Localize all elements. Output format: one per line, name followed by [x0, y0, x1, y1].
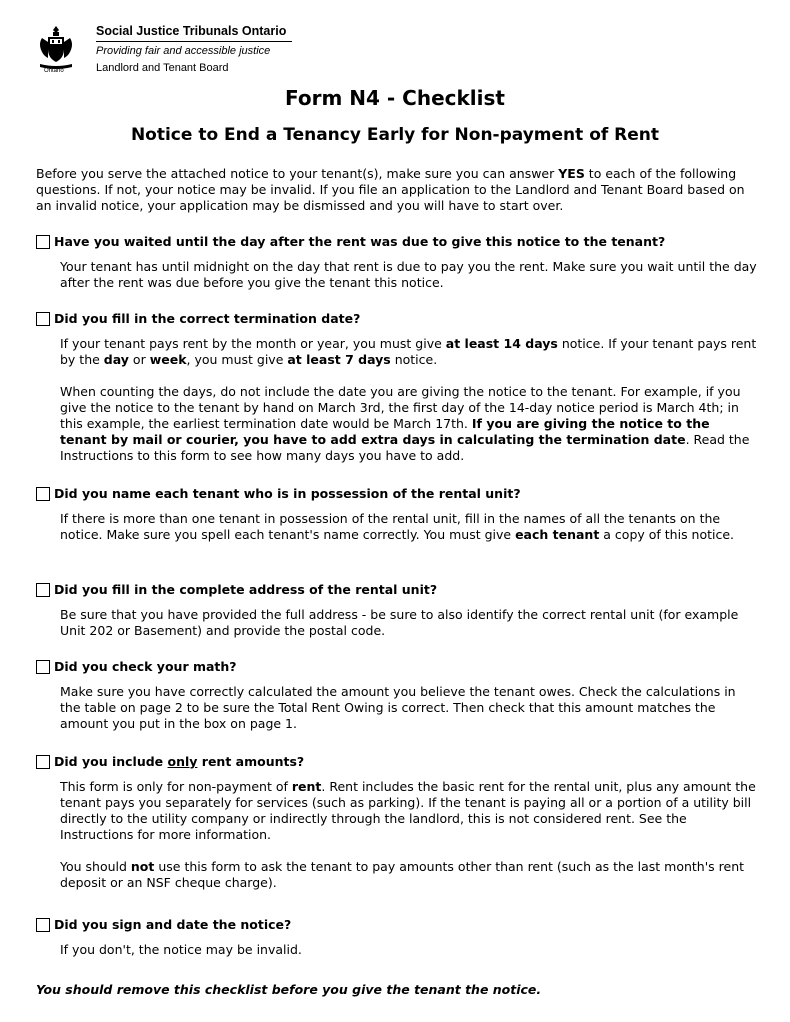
question-6: [36, 754, 760, 891]
crest-caption: Ontario: [44, 68, 64, 74]
question-text: Did you fill in the correct termination date?: [54, 311, 361, 326]
body-text: [60, 511, 758, 543]
underlined-text: only: [167, 754, 198, 769]
text: . Read the Instructions to this form to see how many days you have to add.: [60, 432, 750, 463]
question-7: [36, 917, 760, 958]
body-paragraph-2: [60, 384, 758, 464]
checkbox[interactable]: [36, 918, 50, 932]
footer-note: You should remove this checklist before you give the tenant the notice.: [36, 982, 542, 997]
question-text: [54, 754, 304, 770]
question-body: [60, 336, 758, 464]
text: rent amounts?: [197, 754, 305, 769]
question-heading: [36, 582, 760, 598]
question-3: [36, 486, 760, 543]
question-heading: [36, 659, 760, 675]
board-name: Landlord and Tenant Board: [96, 62, 229, 74]
text: You should: [60, 859, 131, 874]
question-heading: [36, 917, 760, 933]
body-text: If you don't, the notice may be invalid.: [60, 942, 302, 957]
body-text: Make sure you have correctly calculated the amount you believe the tenant owes. Check the calculations in the table on page 2 to be sure the Total Rent Owing is correct. Then check that this amount matches the amount you put in the box on page 1.: [60, 684, 736, 731]
page-subtitle: Notice to End a Tenancy Early for Non-payment of Rent: [130, 125, 660, 145]
text: a copy of this notice.: [599, 527, 735, 542]
page-header: [34, 24, 294, 80]
question-body: [60, 511, 758, 543]
organization-name: Social Justice Tribunals Ontario: [96, 24, 292, 42]
question-heading: [36, 234, 760, 250]
question-heading: [36, 311, 760, 327]
text: When counting the days, do not include the date you are giving the notice to the tenant. For example, if you give the notice to the tenant by hand on March 3rd, the first day of the 14-day notice period is March 4th; in this example, the earliest termination date would be March 17th.: [60, 384, 741, 431]
organization-block: [96, 24, 292, 76]
question-2: [36, 311, 760, 464]
question-heading: [36, 754, 760, 770]
checkbox[interactable]: [36, 583, 50, 597]
intro-text: Before you serve the attached notice to your tenant(s), make sure you can answer: [36, 166, 559, 181]
checkbox[interactable]: [36, 312, 50, 326]
question-body: [60, 684, 758, 732]
emphasis: rent: [291, 779, 322, 794]
question-1: [36, 234, 760, 291]
question-text: Did you sign and date the notice?: [54, 917, 292, 932]
emphasis: If you are giving the notice to the tenant by mail or courier, you have to add extra days in calculating the termination date: [60, 416, 710, 447]
text: If your tenant pays rent by the month or year, you must give: [60, 336, 446, 351]
text: . Rent includes the basic rent for the rental unit, plus any amount the tenant pays you separately for services (such as parking). If the tenant is paying all or a portion of a utility bill directly to the utility company or indirectly through the landlord, this is not considered rent. See the Instructions for more information.: [60, 779, 756, 842]
body-text: Your tenant has until midnight on the day that rent is due to pay you the rent. Make sure you wait until the day after the rent was due before you give the tenant this notice.: [60, 259, 757, 290]
text: or: [128, 352, 150, 367]
question-text: Did you check your math?: [54, 659, 237, 674]
page-title: Form N4 - Checklist: [285, 86, 505, 110]
body-paragraph-2: [60, 859, 758, 891]
checkbox[interactable]: [36, 235, 50, 249]
intro-text-cont: to each of the following questions. If not, your notice may be invalid. If you file an application to the Landlord and Tenant Board based on an invalid notice, your application may be dismissed and you will have to start over.: [36, 166, 745, 213]
body-paragraph-1: [60, 336, 758, 368]
question-heading: [36, 486, 760, 502]
question-text: Did you name each tenant who is in possession of the rental unit?: [54, 486, 521, 501]
emphasis: at least 7 days: [287, 352, 391, 367]
question-body: [60, 942, 758, 958]
intro-paragraph: [36, 166, 754, 214]
emphasis: at least 14 days: [445, 336, 558, 351]
emphasis: not: [130, 859, 155, 874]
question-body: [60, 779, 758, 891]
checkbox[interactable]: [36, 755, 50, 769]
question-text: Have you waited until the day after the rent was due to give this notice to the tenant?: [54, 234, 666, 249]
question-text: Did you fill in the complete address of the rental unit?: [54, 582, 438, 597]
question-5: [36, 659, 760, 732]
intro-yes: YES: [558, 166, 585, 181]
body-paragraph-1: [60, 779, 758, 843]
text: If there is more than one tenant in possession of the rental unit, fill in the names of all the tenants on the notice. Make sure you spell each tenant's name correctly. You must give: [60, 511, 721, 542]
emphasis: week: [149, 352, 187, 367]
text: notice. If your tenant pays rent by the: [60, 336, 757, 367]
question-body: [60, 259, 758, 291]
checkbox[interactable]: [36, 660, 50, 674]
emphasis: day: [103, 352, 129, 367]
body-text: Be sure that you have provided the full address - be sure to also identify the correct rental unit (for example Unit 202 or Basement) and provide the postal code.: [60, 607, 739, 638]
text: notice.: [390, 352, 438, 367]
question-body: [60, 607, 758, 639]
text: use this form to ask the tenant to pay amounts other than rent (such as the last month's rent deposit or an NSF cheque charge).: [60, 859, 745, 890]
organization-tagline: Providing fair and accessible justice: [96, 45, 271, 57]
question-4: [36, 582, 760, 639]
text: Did you include: [54, 754, 168, 769]
emphasis: each tenant: [515, 527, 600, 542]
checkbox[interactable]: [36, 487, 50, 501]
text: This form is only for non-payment of: [60, 779, 292, 794]
text: , you must give: [186, 352, 288, 367]
